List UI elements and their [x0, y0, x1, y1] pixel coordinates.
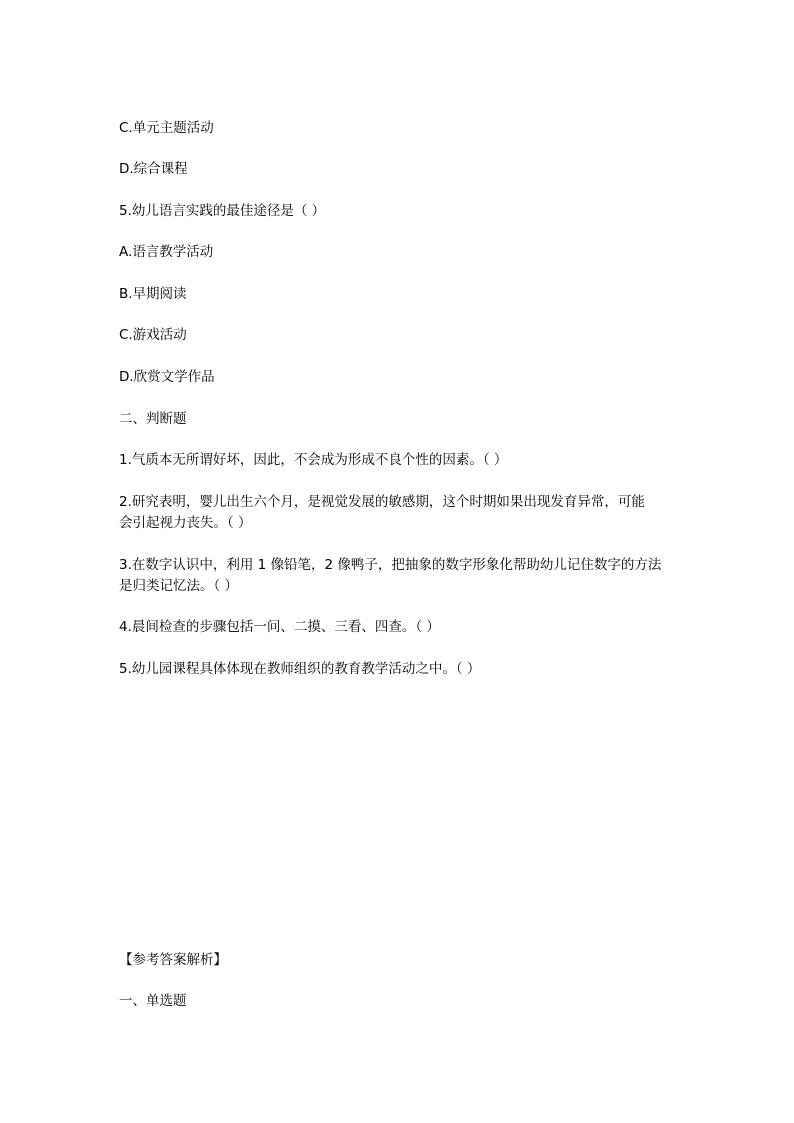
- true-false-item-5: 5.幼儿园课程具体体现在教师组织的教育教学活动之中。（ ）: [119, 661, 481, 677]
- true-false-item-2-line-2: 会引起视力丧失。（ ）: [119, 515, 252, 531]
- question-5-stem: 5.幼儿语言实践的最佳途径是（ ）: [119, 203, 326, 219]
- section-heading-true-false: 二、判断题: [119, 411, 187, 427]
- answers-subheading: 一、单选题: [119, 993, 187, 1009]
- option-c-text: C.单元主题活动: [119, 120, 214, 136]
- true-false-item-3-line-2: 是归类记忆法。（ ）: [119, 578, 239, 594]
- true-false-item-2-line-1: 2.研究表明，婴儿出生六个月，是视觉发展的敏感期，这个时期如果出现发育异常，可能: [119, 494, 645, 510]
- option-d-text: D.综合课程: [119, 161, 188, 177]
- question-5-option-a: A.语言教学活动: [119, 244, 214, 260]
- question-5-option-d: D.欣赏文学作品: [119, 369, 215, 385]
- true-false-item-1: 1.气质本无所谓好坏，因此，不会成为形成不良个性的因素。（ ）: [119, 452, 508, 468]
- true-false-item-3-line-1: 3.在数字认识中，利用 1 像铅笔，2 像鸭子，把抽象的数字形象化帮助幼儿记住数字的方法: [119, 557, 662, 573]
- question-5-option-b: B.早期阅读: [119, 286, 187, 302]
- answers-heading: 【参考答案解析】: [119, 952, 227, 968]
- true-false-item-4: 4.晨间检查的步骤包括一问、二摸、三看、四查。（ ）: [119, 619, 440, 635]
- question-5-option-c: C.游戏活动: [119, 327, 187, 343]
